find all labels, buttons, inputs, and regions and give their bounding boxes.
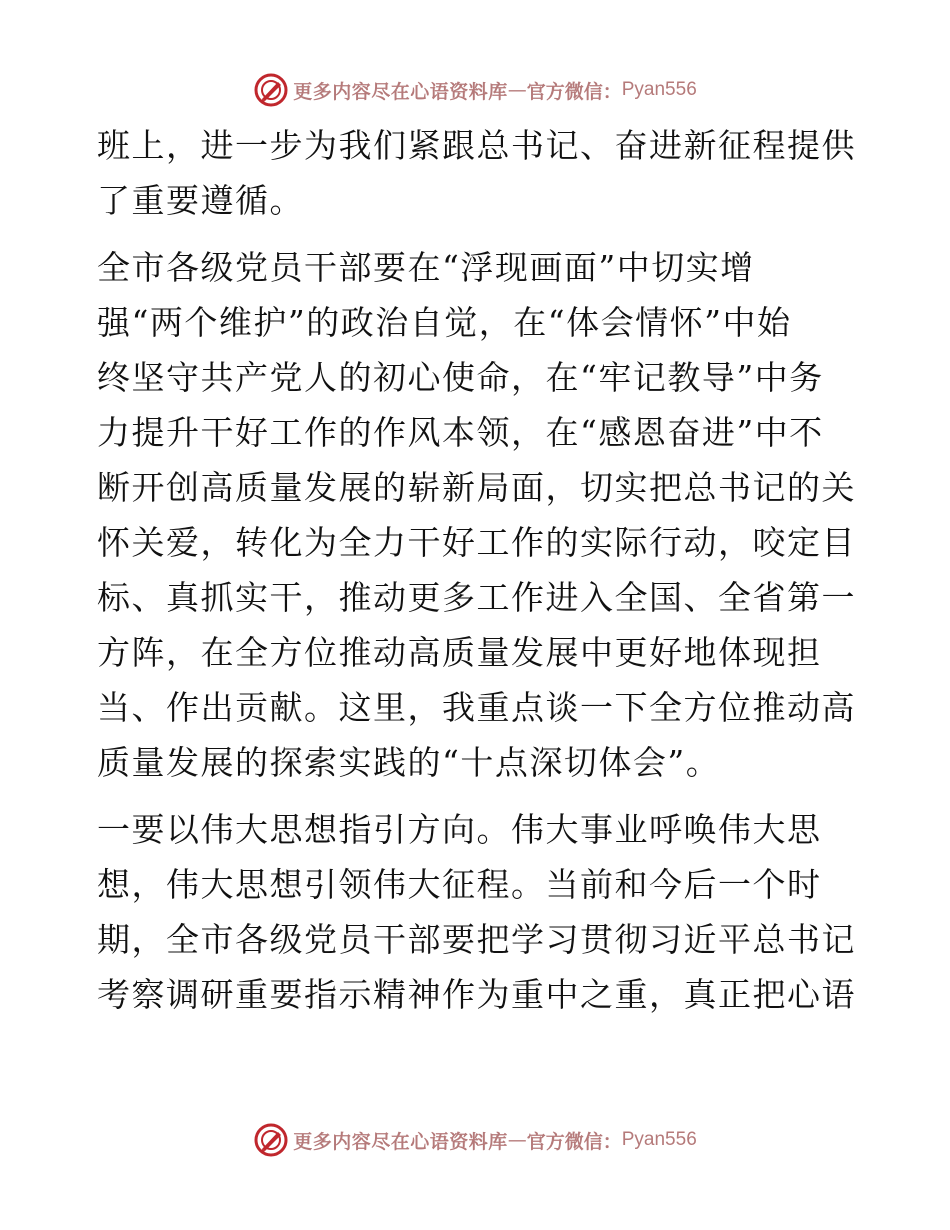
text-line: 想，伟大思想引领伟大征程。当前和今后一个时: [97, 865, 822, 904]
logo-icon: [253, 1122, 289, 1158]
text-line: 标、真抓实干，推动更多工作进入全国、全省第一: [97, 578, 856, 617]
footer-brand: 更多内容尽在心语资料库: [293, 1130, 508, 1153]
text-line: 一要以伟大思想指引方向。伟大事业呼唤伟大思: [97, 810, 822, 849]
text-line: 方阵，在全方位推动高质量发展中更好地体现担: [97, 633, 822, 672]
header-watermark: [0, 70, 950, 110]
footer-dash: —: [507, 1129, 527, 1151]
header-official-label: 官方微信：: [526, 80, 622, 103]
text-line: 考察调研重要指示精神作为重中之重，真正把心语: [97, 975, 856, 1014]
header-dash: —: [507, 79, 527, 101]
text-line: 强“两个维护”的政治自觉，在“体会情怀”中始: [97, 303, 792, 342]
text-line: 全市各级党员干部要在“浮现画面”中切实增: [97, 248, 755, 287]
text-line: 当、作出贡献。这里，我重点谈一下全方位推动高: [97, 688, 856, 727]
text-line: 班上，进一步为我们紧跟总书记、奋进新征程提供: [97, 126, 856, 165]
text-line: 力提升干好工作的作风本领，在“感恩奋进”中不: [97, 413, 824, 452]
footer-watermark: [0, 1120, 950, 1160]
text-line: 质量发展的探索实践的“十点深切体会”。: [97, 743, 721, 782]
logo-icon: [253, 72, 289, 108]
text-line: 断开创高质量发展的崭新局面，切实把总书记的关: [97, 468, 856, 507]
header-brand: 更多内容尽在心语资料库: [293, 80, 508, 103]
paragraph-1: [97, 118, 857, 228]
document-body: [97, 118, 857, 1022]
paragraph-2: [97, 240, 857, 790]
footer-wechat-id: Pyan556: [621, 1129, 697, 1150]
text-line: 了重要遵循。: [97, 181, 304, 220]
text-line: 怀关爱，转化为全力干好工作的实际行动，咬定目: [97, 523, 856, 562]
paragraph-3: [97, 802, 857, 1022]
footer-official-label: 官方微信：: [526, 1130, 622, 1153]
text-line: 终坚守共产党人的初心使命，在“牢记教导”中务: [97, 358, 824, 397]
header-wechat-id: Pyan556: [621, 79, 697, 100]
text-line: 期，全市各级党员干部要把学习贯彻习近平总书记: [97, 920, 856, 959]
